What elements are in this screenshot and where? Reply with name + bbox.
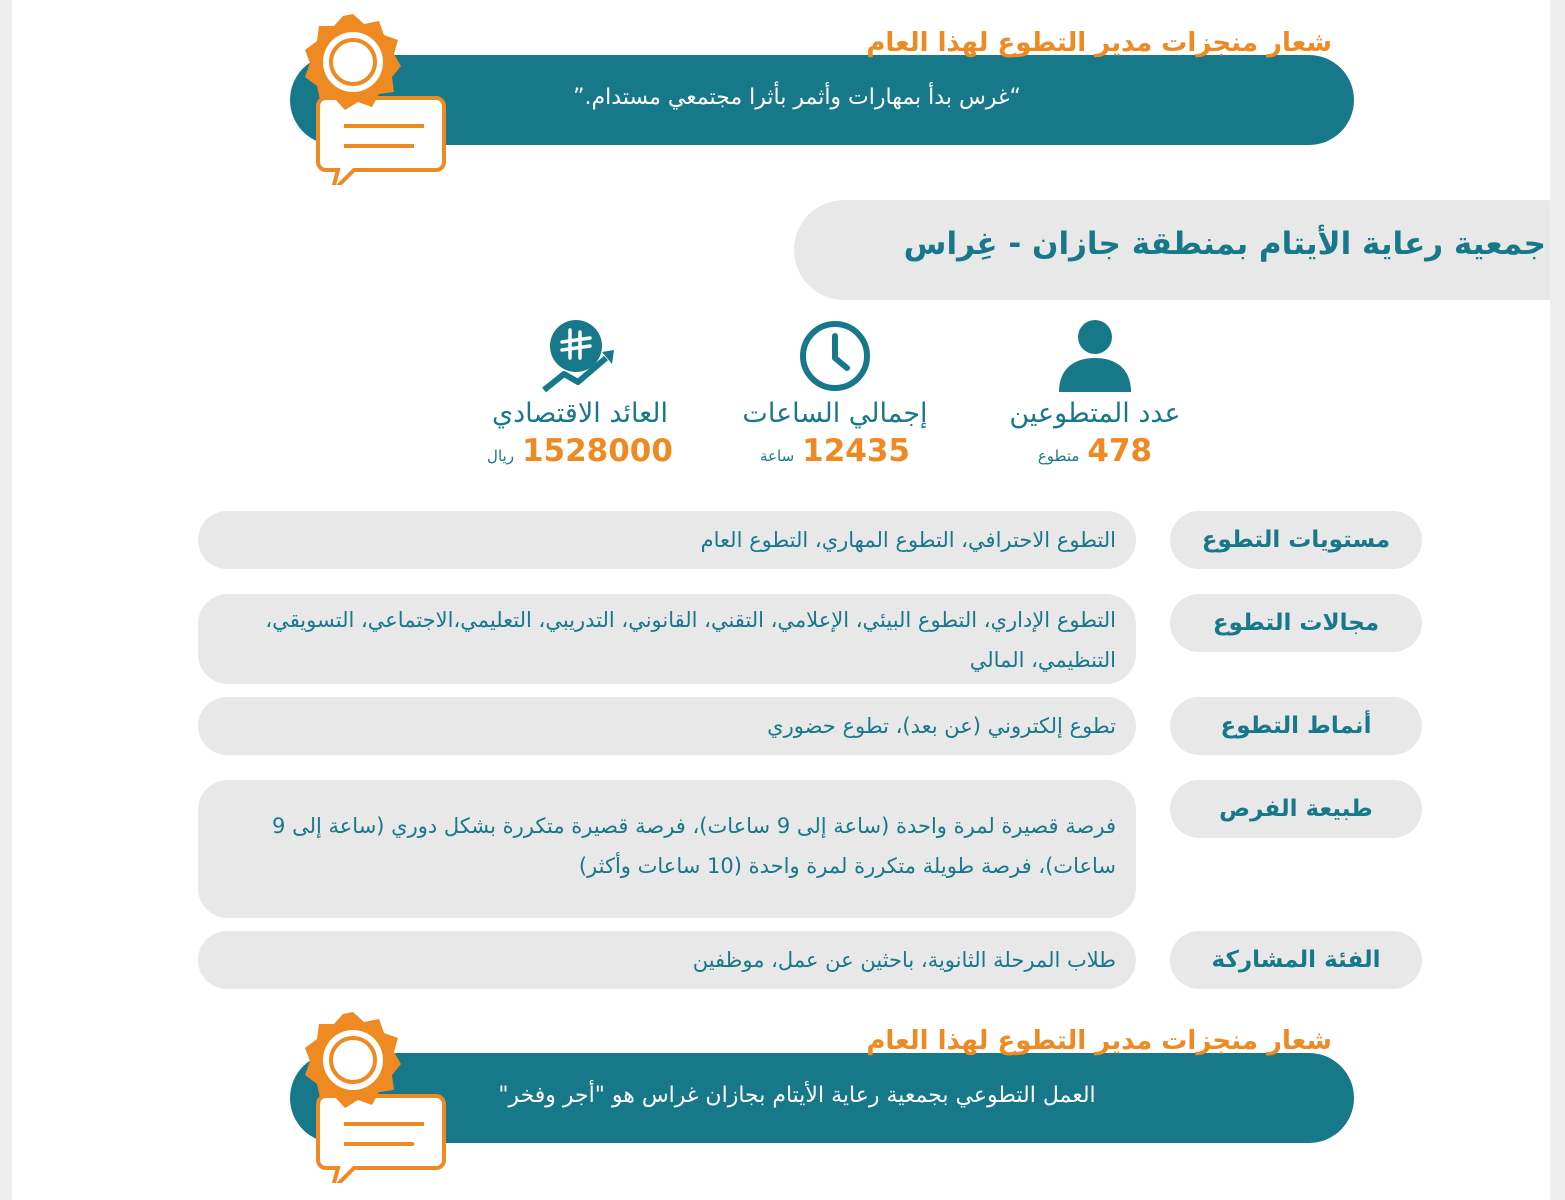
- row-label-participants: الفئة المشاركة: [1170, 931, 1422, 989]
- row-label-patterns: أنماط التطوع: [1170, 697, 1422, 755]
- stat-label: عدد المتطوعين: [1009, 398, 1181, 429]
- organization-name: جمعية رعاية الأيتام بمنطقة جازان - غِراس: [903, 226, 1546, 262]
- infographic-page: [12, 0, 1550, 1200]
- stat-label: العائد الاقتصادي: [491, 398, 668, 429]
- certificate-badge-icon: [296, 1008, 446, 1183]
- row-label-fields: مجالات التطوع: [1170, 594, 1422, 652]
- stat-value-row: [450, 433, 710, 469]
- certificate-badge-icon: [296, 10, 446, 185]
- organization-header: [794, 200, 1550, 300]
- stat-unit: ريال: [487, 447, 514, 465]
- person-icon: [1055, 318, 1135, 394]
- row-label-levels: مستويات التطوع: [1170, 511, 1422, 569]
- stat-value-row: [965, 433, 1225, 469]
- stat-value: 12435: [802, 433, 910, 469]
- stat-hours: [705, 318, 965, 469]
- stat-value: 1528000: [521, 433, 673, 469]
- row-value-patterns: تطوع إلكتروني (عن بعد)، تطوع حضوري: [198, 697, 1136, 755]
- slogan-title: شعار منجزات مدير التطوع لهذا العام: [866, 28, 1332, 58]
- slogan-title: شعار منجزات مدير التطوع لهذا العام: [866, 1026, 1332, 1056]
- slogan-text: “غرس بدأ بمهارات وأثمر بأثرا مجتمعي مستدام.”: [573, 85, 1021, 110]
- stat-value-row: [705, 433, 965, 469]
- row-value-opportunities: فرصة قصيرة لمرة واحدة (ساعة إلى 9 ساعات)، فرصة قصيرة متكررة بشكل دوري (ساعة إلى 9 ساعات)، فرصة طويلة متكررة لمرة واحدة (10 ساعات وأكثر): [198, 780, 1136, 918]
- stat-unit: ساعة: [760, 447, 795, 465]
- riyal-growth-icon: [540, 318, 620, 394]
- stat-value: 478: [1087, 433, 1153, 469]
- stat-label: إجمالي الساعات: [742, 398, 928, 429]
- stat-economic-return: [450, 318, 710, 469]
- row-label-opportunities: طبيعة الفرص: [1170, 780, 1422, 838]
- stat-unit: متطوع: [1037, 447, 1080, 465]
- bottom-slogan-banner: [290, 998, 1354, 1148]
- stat-volunteers: [965, 318, 1225, 469]
- slogan-text: العمل التطوعي بجمعية رعاية الأيتام بجازان غراس هو "أجر وفخر": [498, 1083, 1096, 1108]
- clock-icon: [795, 318, 875, 394]
- row-value-levels: التطوع الاحترافي، التطوع المهاري، التطوع العام: [198, 511, 1136, 569]
- row-value-fields: التطوع الإداري، التطوع البيئي، الإعلامي، التقني، القانوني، التدريبي، التعليمي،الاجتماعي، التسويقي، التنظيمي، المالي: [198, 594, 1136, 684]
- row-value-participants: طلاب المرحلة الثانوية، باحثين عن عمل، موظفين: [198, 931, 1136, 989]
- top-slogan-banner: [290, 0, 1354, 150]
